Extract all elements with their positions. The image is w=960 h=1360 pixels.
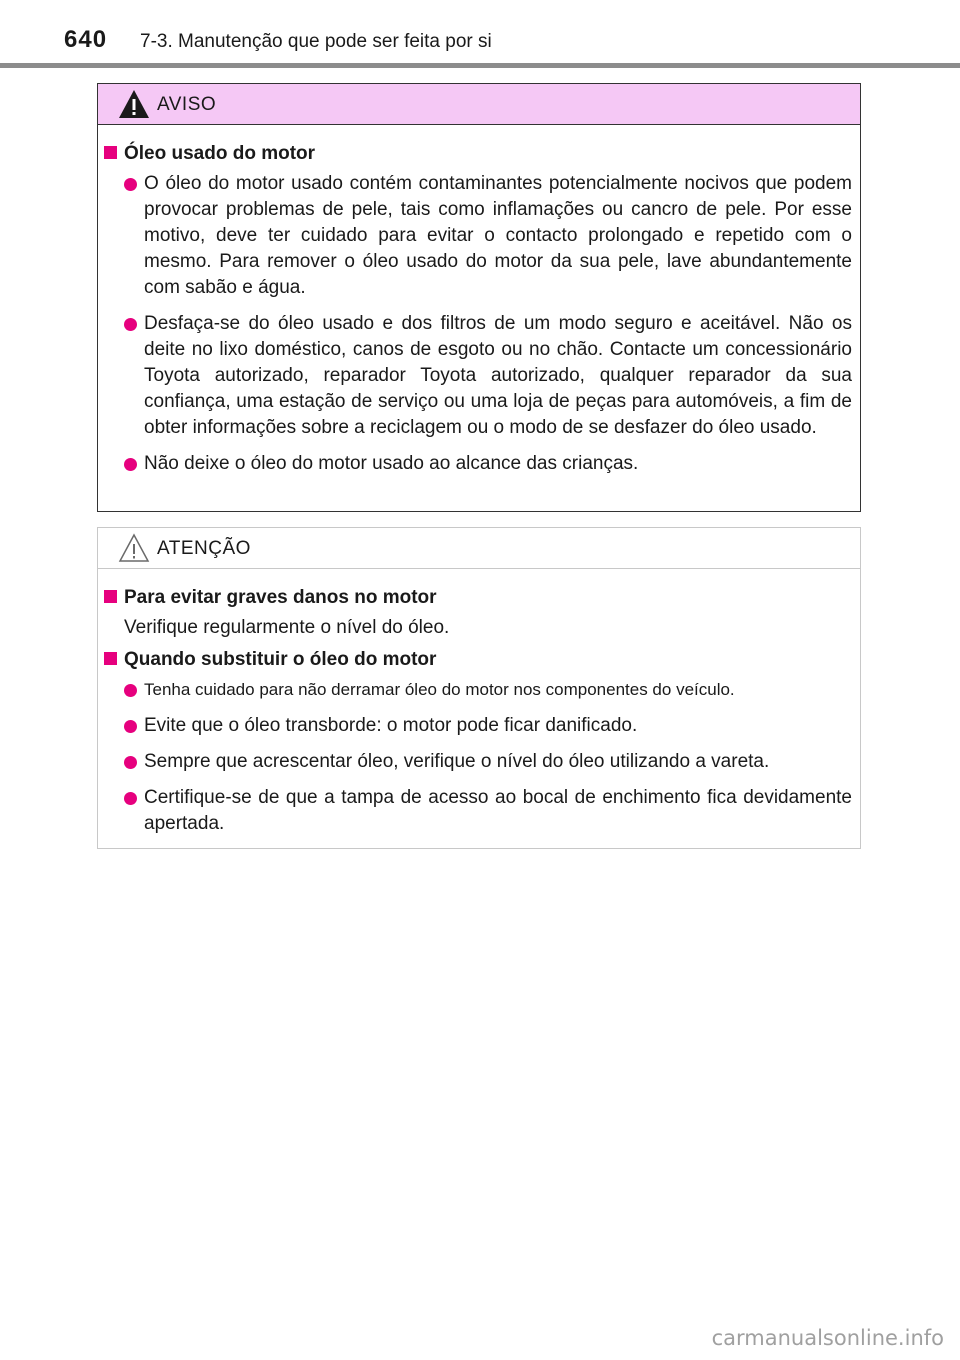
list-item-text: Desfaça-se do óleo usado e dos filtros de um modo seguro e aceitável. Não os deite no lixo doméstico, canos de esgoto ou no chão. Contacte um concessionário Toyota autorizado, reparador Toyota autorizado, qualquer reparador da sua confiança, uma estação de serviço ou uma loja de peças para automóveis, a fim de obter informações sobre a reciclagem ou o modo de se desfazer do óleo usado.: [144, 313, 852, 438]
watermark: carmanualsonline.info: [711, 1326, 944, 1350]
list-item: [104, 713, 852, 739]
caution-heading-2: [104, 649, 852, 671]
list-item: [104, 785, 852, 837]
warning-title: AVISO: [157, 94, 217, 115]
page-number: 640: [64, 26, 108, 53]
warning-body: [98, 125, 860, 477]
caution-box: [97, 527, 861, 849]
warning-box: [97, 83, 861, 512]
list-item-text: Tenha cuidado para não derramar óleo do motor nos componentes do veículo.: [144, 680, 735, 699]
round-bullet-icon: [124, 792, 137, 805]
warning-triangle-outline-icon: [117, 532, 151, 564]
list-item: [104, 749, 852, 775]
section-title: 7-3. Manutenção que pode ser feita por si: [140, 31, 492, 52]
list-item-text: Não deixe o óleo do motor usado ao alcance das crianças.: [144, 453, 639, 474]
round-bullet-icon: [124, 720, 137, 733]
warning-triangle-filled-icon: [117, 88, 151, 120]
list-item-text: O óleo do motor usado contém contaminantes potencialmente nocivos que podem provocar problemas de pele, tais como inflamações ou cancro de pele. Por esse motivo, deve ter cuidado para evitar o contacto prolongado e repetido com o mesmo. Para remover o óleo usado do motor da sua pele, lave abundantemente com sabão e água.: [144, 173, 852, 298]
round-bullet-icon: [124, 318, 137, 331]
list-item: [104, 171, 852, 301]
warning-heading: [104, 143, 852, 165]
caution-heading-text: Para evitar graves danos no motor: [124, 587, 437, 608]
caution-title: ATENÇÃO: [157, 538, 251, 559]
list-item: [104, 451, 852, 477]
list-item: [104, 677, 852, 703]
caution-header: [98, 528, 860, 569]
warning-heading-text: Óleo usado do motor: [124, 143, 316, 164]
round-bullet-icon: [124, 684, 137, 697]
warning-header: [98, 84, 860, 125]
list-item-text: Certifique-se de que a tampa de acesso ao bocal de enchimento fica devidamente apertada.: [144, 787, 852, 834]
caution-text: Verifique regularmente o nível do óleo.: [124, 617, 450, 638]
round-bullet-icon: [124, 178, 137, 191]
square-bullet-icon: [104, 652, 117, 665]
round-bullet-icon: [124, 458, 137, 471]
caution-body: [98, 569, 860, 837]
list-item-text: Sempre que acrescentar óleo, verifique o nível do óleo utilizando a vareta.: [144, 751, 770, 772]
list-item: [104, 311, 852, 441]
round-bullet-icon: [124, 756, 137, 769]
caution-heading-1: [104, 587, 852, 609]
page-header: [0, 0, 960, 62]
square-bullet-icon: [104, 590, 117, 603]
list-item-text: Evite que o óleo transborde: o motor pode ficar danificado.: [144, 715, 638, 736]
caution-heading-text: Quando substituir o óleo do motor: [124, 649, 437, 670]
header-rule: [0, 63, 960, 68]
square-bullet-icon: [104, 146, 117, 159]
